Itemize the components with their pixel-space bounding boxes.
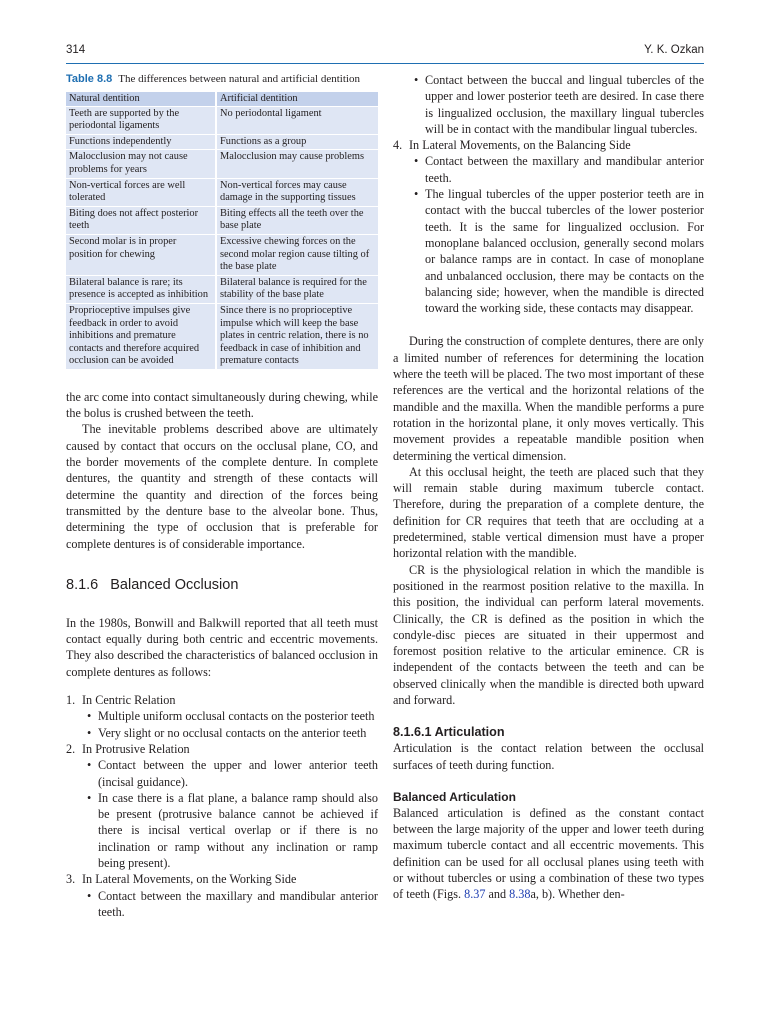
- table-cell: Since there is no proprioceptive impulse which will keep the base plates in centric relation, there is no feedback in case of inhibition and premature contacts: [216, 303, 378, 368]
- paragraph-text: a, b). Whether den-: [530, 887, 625, 902]
- bullet-item: • Contact between the buccal and lingual tubercles of the upper and lower posterior teeth are desired. In case there is lingualized occlusion, the maxillary lingual tubercles will be in contact with the mandibular lingual tubercles.: [409, 72, 704, 137]
- paragraph: At this occlusal height, the teeth are placed such that they will remain stable during maximum tubercle contact. Therefore, during the preparation of a complete denture, the definition for CR requires that teeth that are occluding at a predetermined, stable vertical dimension must have a proper horizontal relation with the mandible.: [393, 464, 704, 561]
- table-caption: [66, 72, 378, 86]
- paragraph: the arc come into contact simultaneously during chewing, while the bolus is crushed between the teeth.: [66, 389, 378, 421]
- table-row: [66, 150, 378, 178]
- list-item: [66, 871, 378, 920]
- table-row: [66, 134, 378, 150]
- table-row: [66, 178, 378, 206]
- header-rule: [66, 63, 704, 64]
- bullet-item: • The lingual tubercles of the upper posterior teeth are in contact with the buccal tubercles of the lower posterior teeth. It is the same for lingualized occlusion. For monoplane balanced occlusion, generally second molars or balance ramps are in contact. In case of monoplane and unbalanced occlusion, there may be contacts on the balancing side; however, when the mandible is directed toward the working side, these contacts may disappear.: [409, 186, 704, 316]
- table-row: [66, 303, 378, 368]
- bullet-item: • In case there is a flat plane, a balance ramp should also be present (protrusive balance cannot be achieved if there is incisal vertical overlap or if there is no inclination or ramp without any inclination or ramp being present).: [82, 790, 378, 871]
- table-header-cell: Natural dentition: [66, 92, 216, 106]
- table-cell: Biting effects all the teeth over the base plate: [216, 206, 378, 234]
- bullet-item: • Multiple uniform occlusal contacts on the posterior teeth: [82, 708, 378, 724]
- running-header: [66, 44, 704, 64]
- table-cell: Teeth are supported by the periodontal ligaments: [66, 106, 216, 134]
- figure-link[interactable]: 8.37: [464, 887, 486, 902]
- table-caption-text: The differences between natural and artificial dentition: [118, 73, 360, 85]
- table-cell: Bilateral balance is required for the stability of the base plate: [216, 275, 378, 303]
- table-row: [66, 206, 378, 234]
- list-item-title: In Lateral Movements, on the Working Side: [82, 872, 297, 887]
- bullet-item: • Contact between the maxillary and mandibular anterior teeth.: [409, 153, 704, 186]
- table-cell: Second molar is in proper position for chewing: [66, 234, 216, 275]
- list-number: 2.: [66, 741, 76, 756]
- running-author: Y. K. Ozkan: [644, 44, 704, 56]
- paragraph-text: and: [485, 887, 510, 902]
- table-header-row: [66, 92, 378, 106]
- table-row: [66, 275, 378, 303]
- table-cell: Functions as a group: [216, 134, 378, 150]
- bullet-list: [409, 153, 704, 316]
- subsection-number: 8.1.6.1: [393, 725, 432, 740]
- bullet-item: • Contact between the maxillary and mandibular anterior teeth.: [82, 888, 378, 921]
- paragraph: During the construction of complete dentures, there are only a limited number of references for determining the location where the teeth will be placed. The two most important of these references are the vertical and the horizontal relations of the mandible and the maxilla. When the mandible performs a pure rotation in the horizontal plane, it only moves vertically. This movement provides a repeatable mandible position when determining the vertical dimension.: [393, 334, 704, 463]
- paragraph: The inevitable problems described above are ultimately caused by contact that occurs on the occlusal plane, CO, and the border movements of the complete denture. In complete dentures, the quantity and strength of these contacts will determine the quantity and direction of the forces being transmitted by the denture base to the alveolar bone. Thus, determining the type of occlusion that is preferable for complete dentures is of considerable importance.: [66, 422, 378, 551]
- table-cell: Malocclusion may not cause problems for years: [66, 150, 216, 178]
- paragraph: [393, 805, 704, 903]
- subsection-title: Articulation: [434, 725, 505, 740]
- bullet-list: [82, 757, 378, 871]
- table-cell: Biting does not affect posterior teeth: [66, 206, 216, 234]
- list-item-title: In Centric Relation: [82, 693, 176, 708]
- list-item: [66, 741, 378, 871]
- paragraph: Articulation is the contact relation between the occlusal surfaces of teeth during function.: [393, 741, 704, 772]
- left-column: [66, 72, 378, 920]
- section-heading: [66, 576, 378, 594]
- bullet-list: [409, 72, 704, 137]
- comparison-table: [66, 92, 378, 369]
- table-cell: Non-vertical forces are well tolerated: [66, 178, 216, 206]
- list-item: [66, 692, 378, 741]
- figure-link[interactable]: 8.38: [509, 887, 531, 902]
- bullet-list: [82, 708, 378, 741]
- table-cell: Proprioceptive impulses give feedback in order to avoid inhibitions and premature contacts and therefore acquired occlusion can be avoided: [66, 303, 216, 368]
- right-column: [393, 72, 704, 903]
- list-number: 3.: [66, 872, 76, 887]
- paragraph-text: Balanced articulation is defined as the constant contact between the large majority of the upper and lower teeth during maximum tubercle contact and all eccentric movements. This definition can be used for all occlusal planes using teeth with or without tubercles or using a combination of these two types of teeth (Figs.: [393, 805, 704, 902]
- page-number: 314: [66, 44, 86, 56]
- table-label: Table 8.8: [66, 73, 113, 85]
- table-cell: Non-vertical forces may cause damage in the supporting tissues: [216, 178, 378, 206]
- table-header-cell: Artificial dentition: [216, 92, 378, 106]
- subsection-heading: [393, 724, 704, 740]
- list-item-title: In Protrusive Relation: [82, 741, 190, 756]
- table-row: [66, 234, 378, 275]
- section-number: 8.1.6: [66, 576, 99, 593]
- table-cell: No periodontal ligament: [216, 106, 378, 134]
- bullet-list: [82, 888, 378, 921]
- table-cell: Excessive chewing forces on the second molar region cause tilting of the base plate: [216, 234, 378, 275]
- table-cell: Functions independently: [66, 134, 216, 150]
- paragraph: CR is the physiological relation in which the mandible is positioned in the rearmost position relative to the maxilla. In this position, the individual can perform lateral movements. Clinically, the CR is defined as the position in which the condyle-disc pieces are situated in their uppermost and foremost position relative to the articular eminence. CR is independent of the contacts between the teeth and can be observed clinically when the mandible is directed both upward and forward.: [393, 562, 704, 707]
- table-cell: Malocclusion may cause problems: [216, 150, 378, 178]
- table-cell: Bilateral balance is rare; its presence is accepted as inhibition: [66, 275, 216, 303]
- list-item-title: In Lateral Movements, on the Balancing Side: [409, 138, 631, 153]
- list-item: [393, 137, 704, 316]
- section-title: Balanced Occlusion: [110, 576, 239, 593]
- list-number: 4.: [393, 138, 403, 153]
- bullet-item: • Contact between the upper and lower anterior teeth (incisal guidance).: [82, 757, 378, 790]
- subsubsection-heading: Balanced Articulation: [393, 789, 516, 804]
- table-row: [66, 106, 378, 134]
- numbered-list: [393, 137, 704, 316]
- numbered-list: [66, 692, 378, 920]
- list-number: 1.: [66, 693, 76, 708]
- paragraph: In the 1980s, Bonwill and Balkwill reported that all teeth must contact equally during both centric and eccentric movements. They also described the characteristics of balanced occlusion in complete dentures as follows:: [66, 615, 378, 679]
- bullet-item: • Very slight or no occlusal contacts on the anterior teeth: [82, 725, 378, 741]
